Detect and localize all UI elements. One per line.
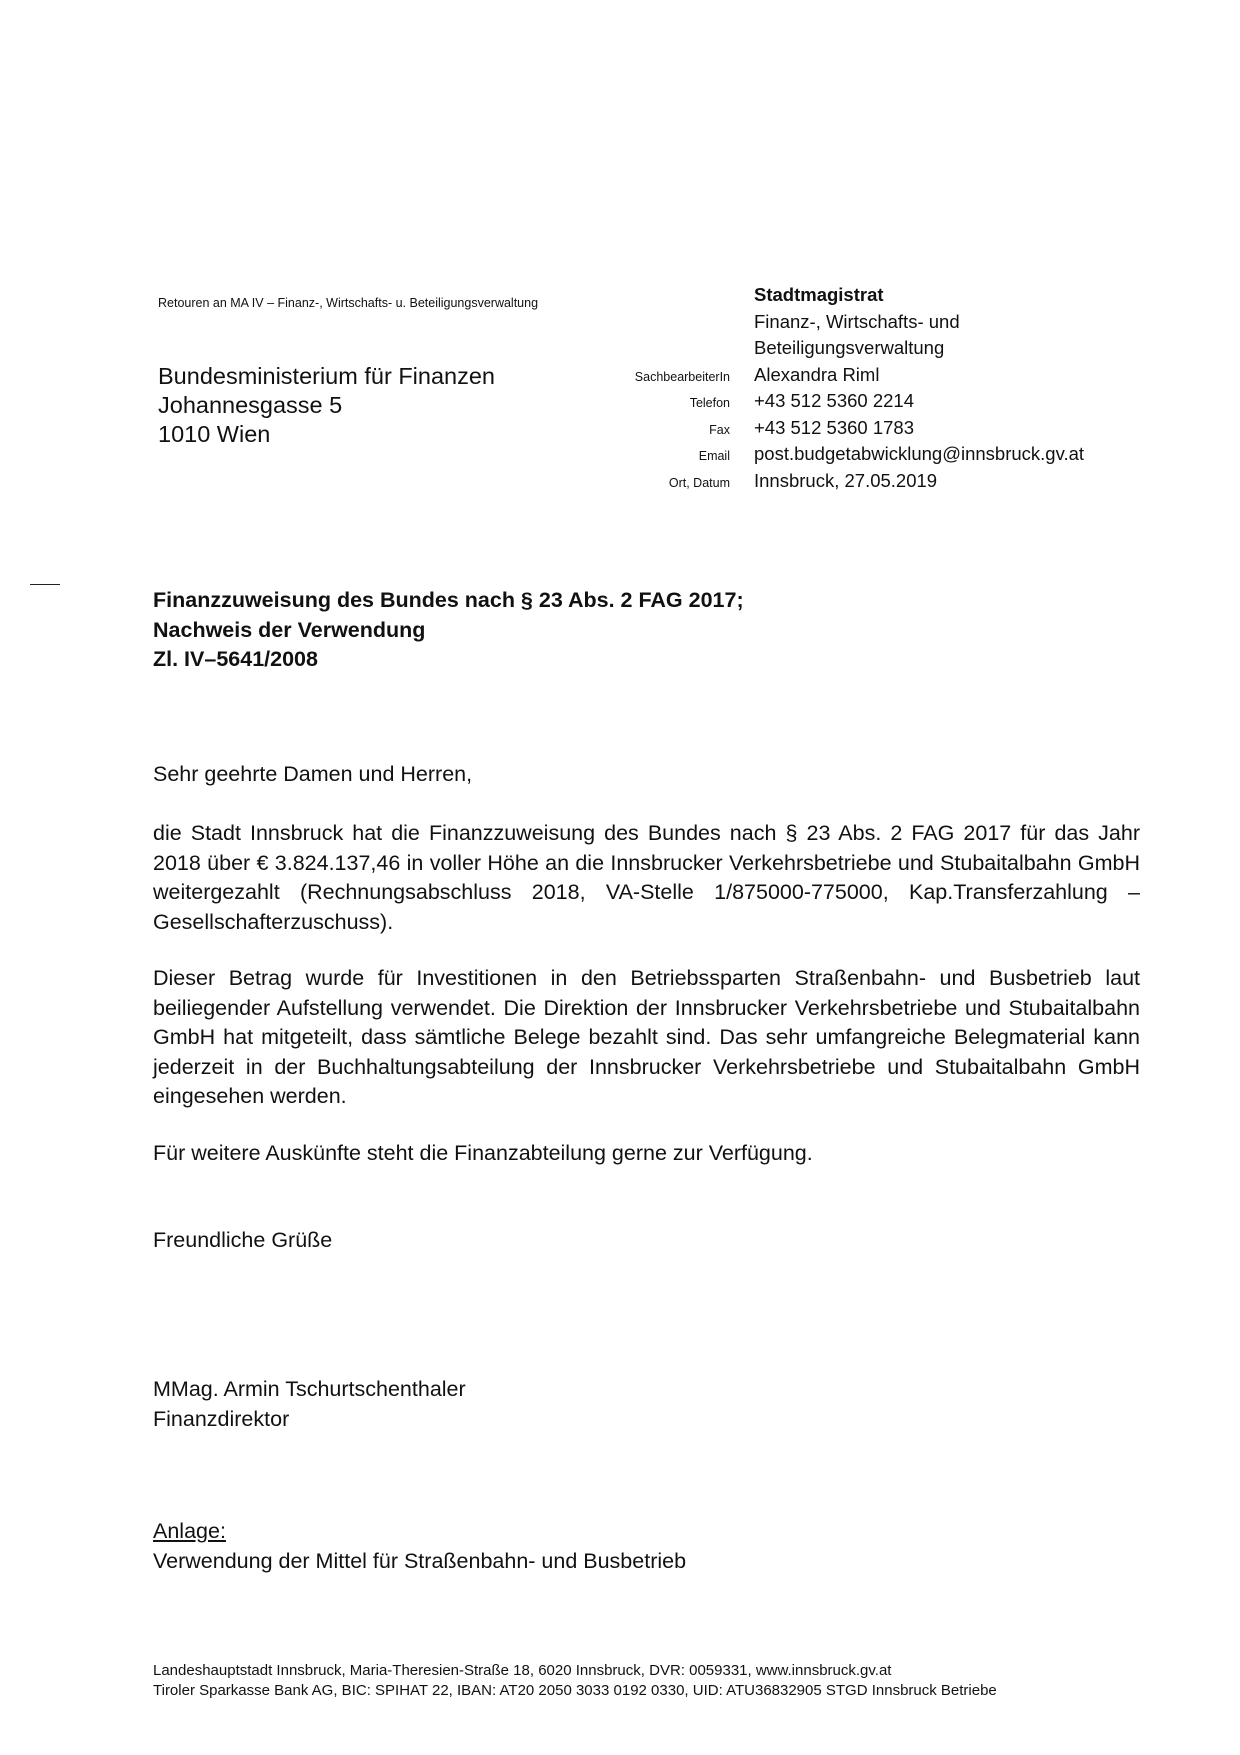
field-value: Alexandra Riml xyxy=(754,363,880,385)
field-value: Innsbruck, 27.05.2019 xyxy=(754,469,938,491)
subject-reference: Zl. IV–5641/2008 xyxy=(153,647,318,671)
field-value: post.budgetabwicklung@innsbruck.gv.at xyxy=(754,443,1085,464)
subject-line: Finanzzuweisung des Bundes nach § 23 Abs. 2 FAG 2017; xyxy=(153,588,744,612)
subject-block xyxy=(153,586,744,675)
sender-field-fax xyxy=(568,417,1208,444)
field-label: Telefon xyxy=(689,396,730,410)
footer-line: Landeshauptstadt Innsbruck, Maria-Theresien-Straße 18, 6020 Innsbruck, DVR: 0059331, www.innsbruck.gv.at xyxy=(153,1662,892,1679)
closing: Freundliche Grüße xyxy=(153,1228,333,1252)
sender-field-date xyxy=(568,470,1208,497)
sender-dept-row xyxy=(568,311,1208,338)
sender-field-phone xyxy=(568,390,1208,417)
sender-field-email xyxy=(568,443,1208,470)
signer-name: MMag. Armin Tschurtschenthaler xyxy=(153,1377,466,1401)
return-address: Retouren an MA IV – Finanz-, Wirtschafts- u. Beteiligungsverwaltung xyxy=(158,296,539,310)
salutation: Sehr geehrte Damen und Herren, xyxy=(153,762,473,786)
attachment-block xyxy=(153,1517,686,1576)
sender-dept-row xyxy=(568,337,1208,364)
field-label: SachbearbeiterIn xyxy=(634,369,730,384)
body-paragraph: Für weitere Auskünfte steht die Finanzabteilung gerne zur Verfügung. xyxy=(153,1141,813,1165)
attachment-text: Verwendung der Mittel für Straßenbahn- und Busbetrieb xyxy=(153,1548,687,1573)
subject-line: Nachweis der Verwendung xyxy=(153,617,426,642)
body-paragraph: Dieser Betrag wurde für Investitionen in den Betriebssparten Straßenbahn- und Busbetrieb laut beiliegender Aufstellung verwendet. Die Direktion der Innsbrucker Verkehrsbetriebe und Stubaitalbahn GmbH hat mitgeteilt, dass sämtliche Belege bezahlt sind. Das sehr umfangreiche Belegmaterial kann jederzeit in der Buchhaltungsabteilung der Innsbrucker Verkehrsbetriebe und Stubaitalbahn GmbH eingesehen werden. xyxy=(153,966,1140,1108)
signature-block xyxy=(153,1375,466,1434)
signer-title: Finanzdirektor xyxy=(153,1406,290,1431)
attachment-label: Anlage: xyxy=(153,1519,226,1543)
fold-mark xyxy=(30,584,60,585)
sender-block xyxy=(568,284,1208,496)
sender-dept: Finanz-, Wirtschafts- und xyxy=(754,310,960,332)
body-paragraph: die Stadt Innsbruck hat die Finanzzuweisung des Bundes nach § 23 Abs. 2 FAG 2017 für das Jahr 2018 über € 3.824.137,46 in voller Höhe an die Innsbrucker Verkehrsbetriebe und Stubaitalbahn GmbH weitergezahlt (Rechnungsabschluss 2018, VA-Stelle 1/875000-775000, Kap.Transferzahlung – Gesellschafterzuschuss). xyxy=(153,821,1140,934)
footer xyxy=(153,1661,997,1701)
recipient-line: 1010 Wien xyxy=(158,421,271,447)
field-value: +43 512 5360 2214 xyxy=(754,390,914,411)
field-label: Fax xyxy=(709,422,730,437)
recipient-line: Bundesministerium für Finanzen xyxy=(158,363,495,389)
sender-org-row xyxy=(568,284,1208,311)
sender-org: Stadtmagistrat xyxy=(754,284,884,305)
field-label: Ort, Datum xyxy=(668,475,730,490)
field-value: +43 512 5360 1783 xyxy=(754,416,914,438)
sender-field-clerk xyxy=(568,364,1208,391)
sender-dept: Beteiligungsverwaltung xyxy=(754,337,945,358)
footer-line: Tiroler Sparkasse Bank AG, BIC: SPIHAT 22, IBAN: AT20 2050 3033 0192 0330, UID: ATU36832905 STGD Innsbruck Betriebe xyxy=(153,1682,997,1699)
recipient-address xyxy=(158,362,495,449)
field-label: Email xyxy=(698,449,730,463)
recipient-line: Johannesgasse 5 xyxy=(158,392,343,418)
